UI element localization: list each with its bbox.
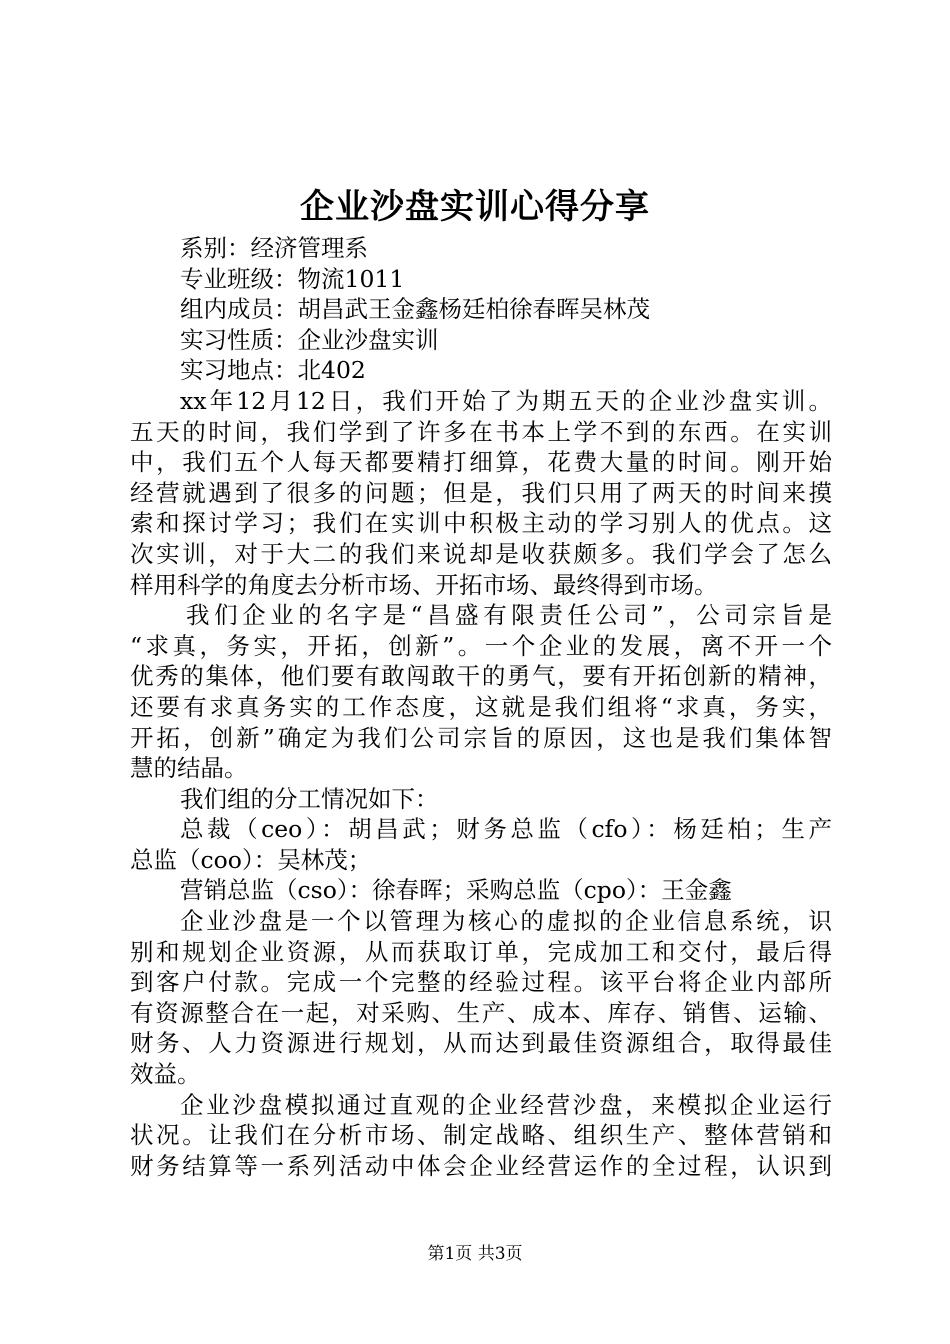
paragraph-line: 慧的结晶。 [130,754,248,783]
paragraph-line: 我们企业的名字是“昌盛有限责任公司”，公司宗旨是 [186,601,832,630]
paragraph-line: 状况。让我们在分析市场、制定战略、组织生产、整体营销和 [130,1121,832,1150]
paragraph-line: 总裁（ceo）：胡昌武；财务总监（cfo）：杨廷柏；生产 [180,815,832,844]
info-location: 实习地点：北402 [180,356,366,385]
paragraph-line: 企业沙盘是一个以管理为核心的虚拟的企业信息系统，识 [180,907,832,936]
paragraph-line: 优秀的集体，他们要有敢闯敢干的勇气，要有开拓创新的精神， [130,662,832,691]
paragraph-line: 经营就遇到了很多的问题；但是，我们只用了两天的时间来摸 [130,478,832,507]
info-members: 组内成员：胡昌武王金鑫杨廷柏徐春晖吴林茂 [180,295,650,324]
paragraph-line: 次实训，对于大二的我们来说却是收获颇多。我们学会了怎么 [130,539,832,568]
info-nature: 实习性质：企业沙盘实训 [180,325,439,354]
paragraph-line: 别和规划企业资源，从而获取订单，完成加工和交付，最后得 [130,937,832,966]
paragraph-line: 效益。 [130,1060,201,1089]
paragraph-line: 总监（coo）：吴林茂； [130,845,372,874]
paragraph-line: 中，我们五个人每天都要精打细算，花费大量的时间。刚开始 [130,448,832,477]
page-footer: 第1页 共3页 [427,1244,523,1264]
paragraph-line: 五天的时间，我们学到了许多在书本上学不到的东西。在实训 [130,417,832,446]
paragraph-line: xx年12月12日，我们开始了为期五天的企业沙盘实训。 [180,386,832,415]
paragraph-line: 我们组的分工情况如下： [180,784,439,813]
paragraph-line: 样用科学的角度去分析市场、开拓市场、最终得到市场。 [130,570,718,599]
document-title: 企业沙盘实训心得分享 [300,187,650,227]
info-class: 专业班级：物流1011 [180,264,405,293]
paragraph-line: 营销总监（cso）：徐春晖；采购总监（cpo）：王金鑫 [180,876,732,905]
paragraph-line: 还要有求真务实的工作态度，这就是我们组将“求真，务实， [130,692,832,721]
paragraph-line: 财务、人力资源进行规划，从而达到最佳资源组合，取得最佳 [130,1029,832,1058]
paragraph-line: “求真，务实，开拓，创新”。一个企业的发展，离不开一个 [130,631,832,660]
document-body [130,233,832,1181]
paragraph-line: 财务结算等一系列活动中体会企业经营运作的全过程，认识到 [130,1151,832,1180]
paragraph-line: 索和探讨学习；我们在实训中积极主动的学习别人的优点。这 [130,509,832,538]
paragraph-line: 到客户付款。完成一个完整的经验过程。该平台将企业内部所 [130,968,832,997]
paragraph-line: 企业沙盘模拟通过直观的企业经营沙盘，来模拟企业运行 [180,1090,832,1119]
paragraph-line: 开拓，创新”确定为我们公司宗旨的原因，这也是我们集体智 [130,723,832,752]
paragraph-line: 有资源整合在一起，对采购、生产、成本、库存、销售、运输、 [130,998,832,1027]
info-department: 系别：经济管理系 [180,234,368,262]
